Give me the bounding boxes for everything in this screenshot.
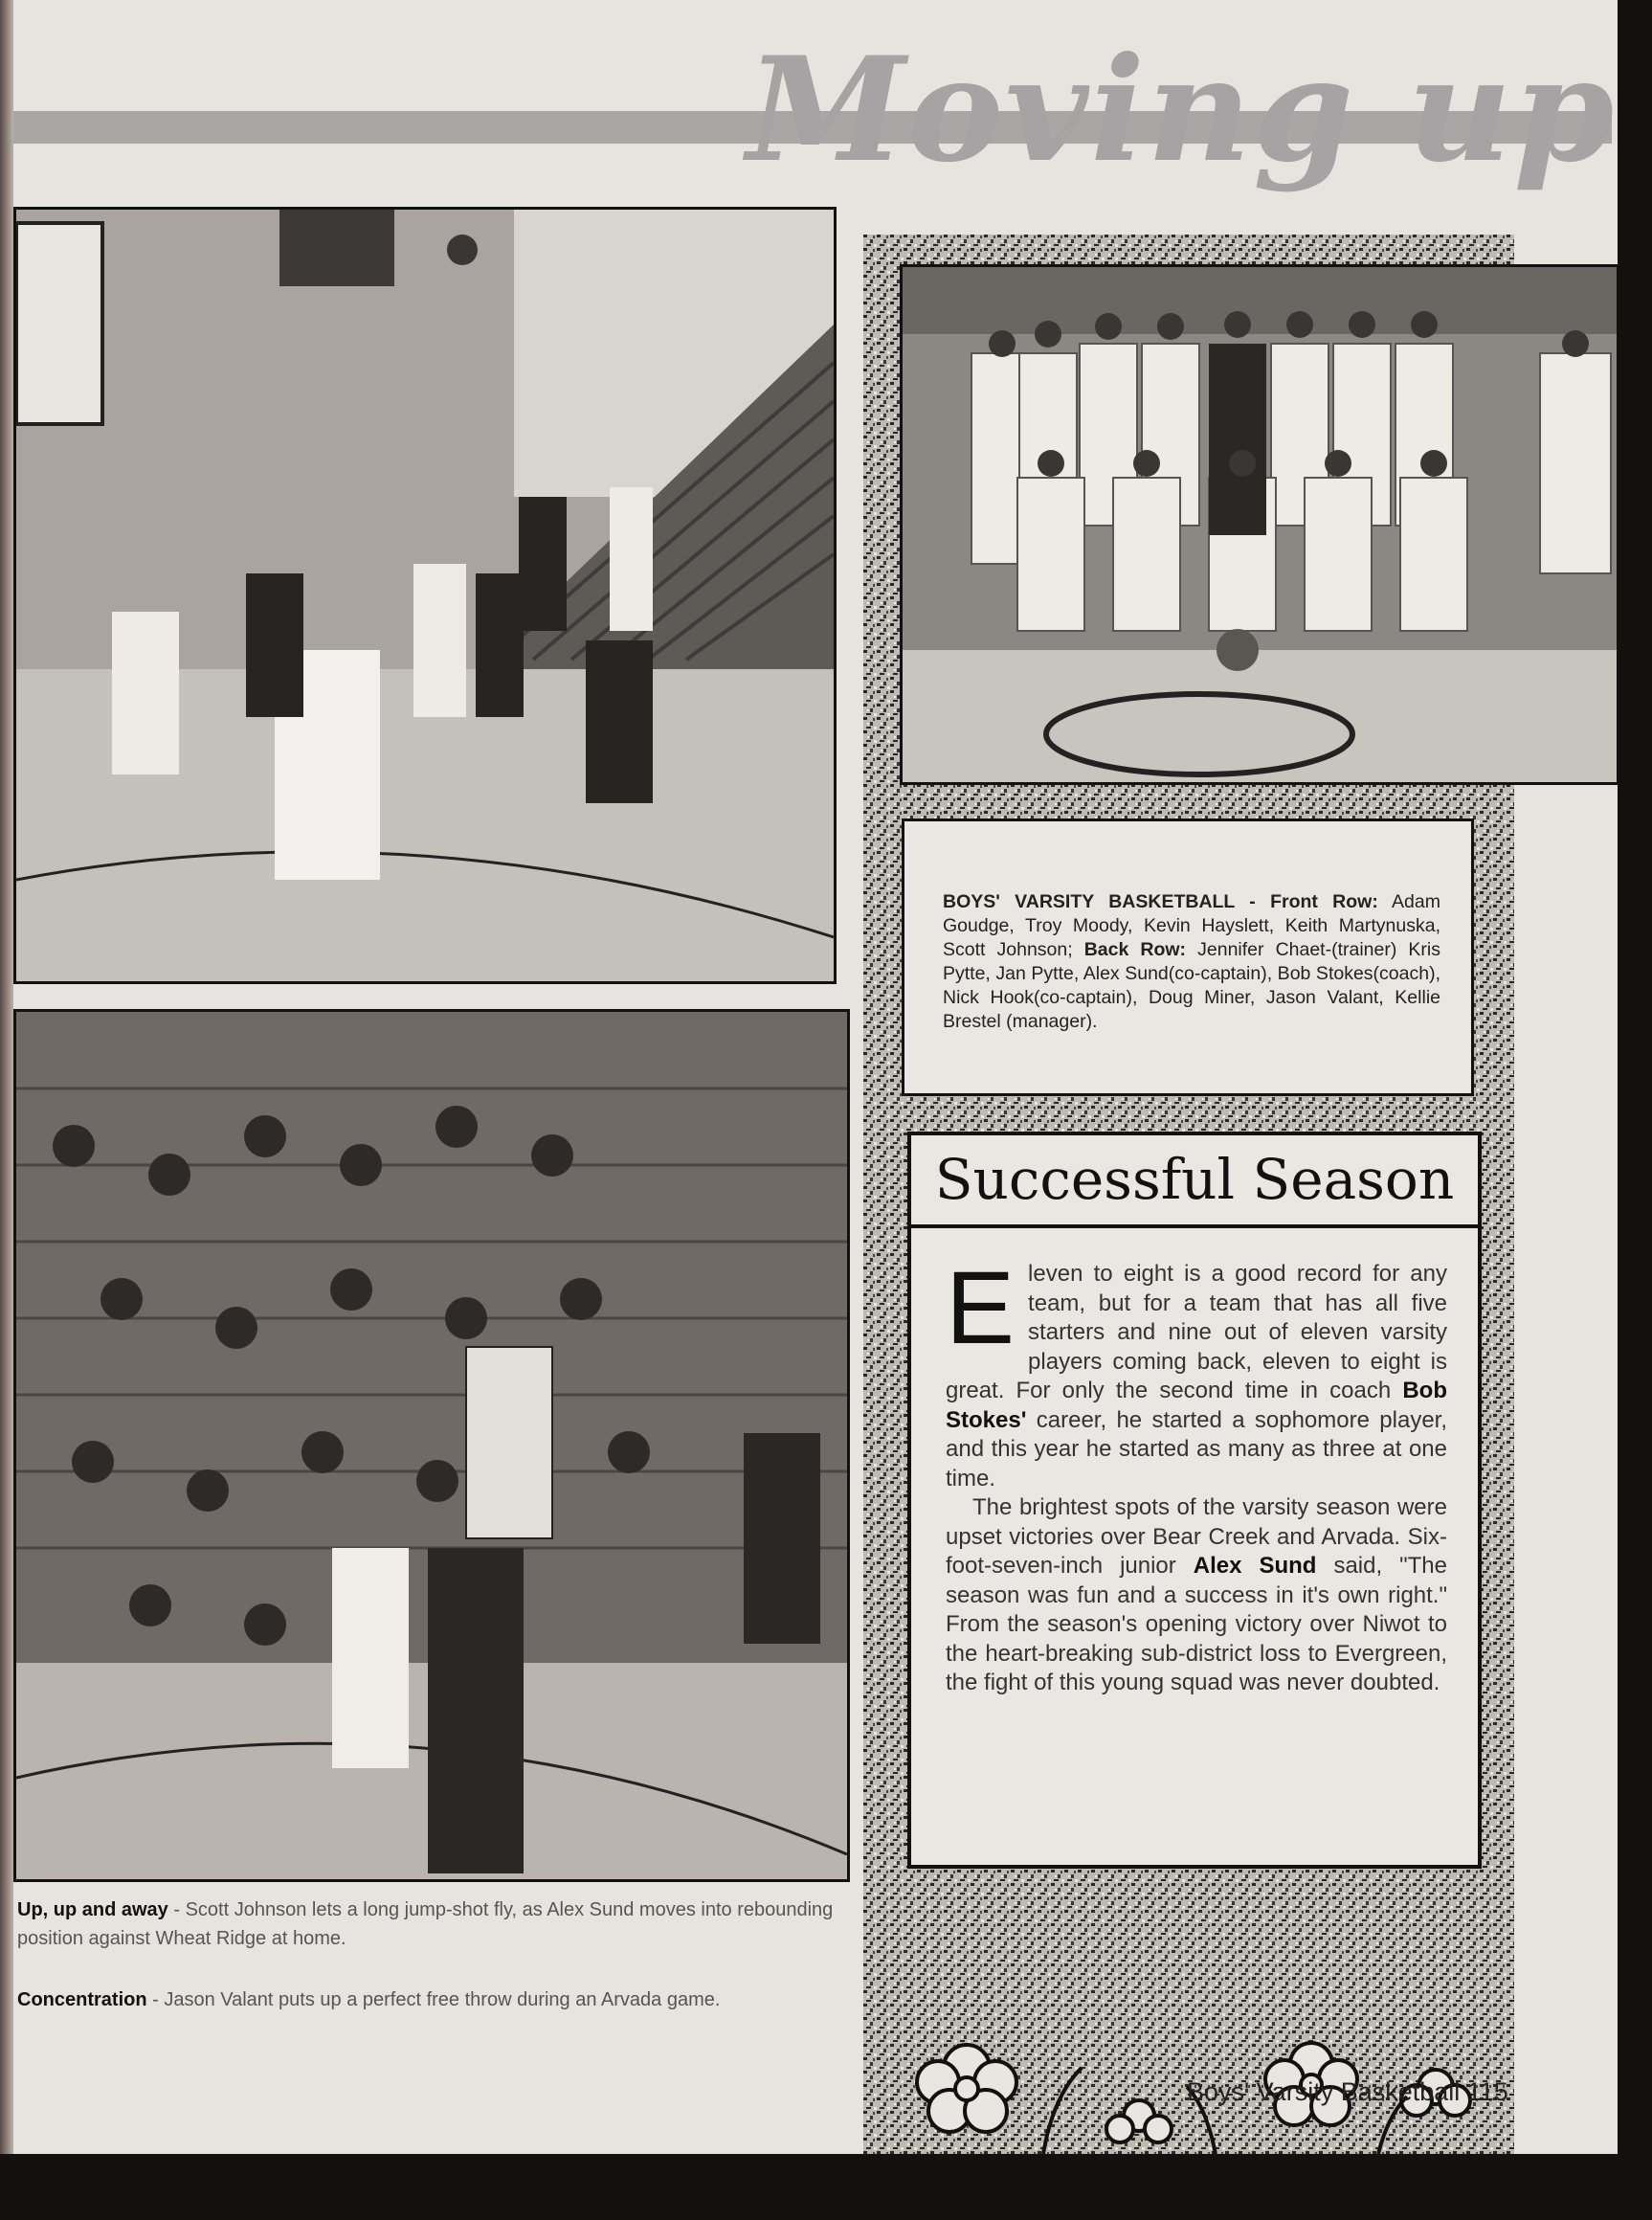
page-binding-edge [0,0,13,2154]
story-box [907,1132,1482,1869]
caption-jump-shot-text: - Scott Johnson lets a long jump-shot fly, as Alex Sund moves into rebounding position against Wheat Ridge at home. [17,1899,834,1949]
player-name: Alex Sund [1193,1553,1317,1579]
caption-jump-shot-title: Up, up and away [17,1899,168,1920]
page-footer: Boys' Varsity Basketball 115 [1187,2077,1508,2106]
story-p2-text-b: said, "The season was fun and a success in it's own right." From the season's opening victory over Niwot to the heart-breaking sub-district loss to Evergreen, the fight of this young squad was never doubted. [946,1553,1448,1695]
drop-cap: E [946,1249,1016,1365]
front-row-names: Adam Goudge, Troy Moody, Kevin Hayslett, Keith Martynuska, Scott Johnson; [943,891,1440,960]
story-p2-text-a: The brightest spots of the varsity season were upset victories over Bear Creek and Arvada. Six-foot-seven-inch junior [946,1494,1447,1579]
coach-name: Bob Stokes' [946,1378,1447,1433]
photo-free-throw-image [16,1012,847,1879]
story-paragraph-1 [946,1249,1447,1493]
story-paragraph-2 [946,1493,1447,1698]
back-row-names: Jennifer Chaet-(trainer) Kris Pytte, Jan Pytte, Alex Sund(co-captain), Bob Stokes(coach), Nick Hook(co-captain), Doug Miner, Jason Valant, Kellie Brestel (manager). [943,939,1440,1032]
team-caption [943,890,1440,1034]
front-row-label: Front Row: [1270,891,1378,912]
story-p1-text-a: leven to eight is a good record for any team, but for a team that has all five starters and nine out of eleven varsity players coming back, eleven to eight is great. For only the second time in coach [946,1261,1447,1403]
photo-jump-shot-image [16,210,834,981]
photo-free-throw [13,1009,850,1882]
page-title: Moving up [747,26,1617,194]
caption-free-throw-title: Concentration [17,1989,147,2010]
caption-free-throw [17,1985,859,2014]
photo-jump-shot [13,207,837,984]
team-caption-box [902,818,1474,1096]
story-p1-text-b: career, he started a sophomore player, and this year he started as many as three at one time. [946,1406,1447,1491]
caption-free-throw-text: - Jason Valant puts up a perfect free throw during an Arvada game. [146,1989,721,2010]
story-body [946,1249,1448,1698]
photo-team-image [903,267,1617,782]
caption-jump-shot [17,1895,859,1953]
photo-team [900,264,1618,785]
story-title: Successful Season [911,1135,1478,1228]
team-caption-heading: BOYS' VARSITY BASKETBALL - [943,891,1271,912]
back-row-label: Back Row: [1083,939,1187,960]
